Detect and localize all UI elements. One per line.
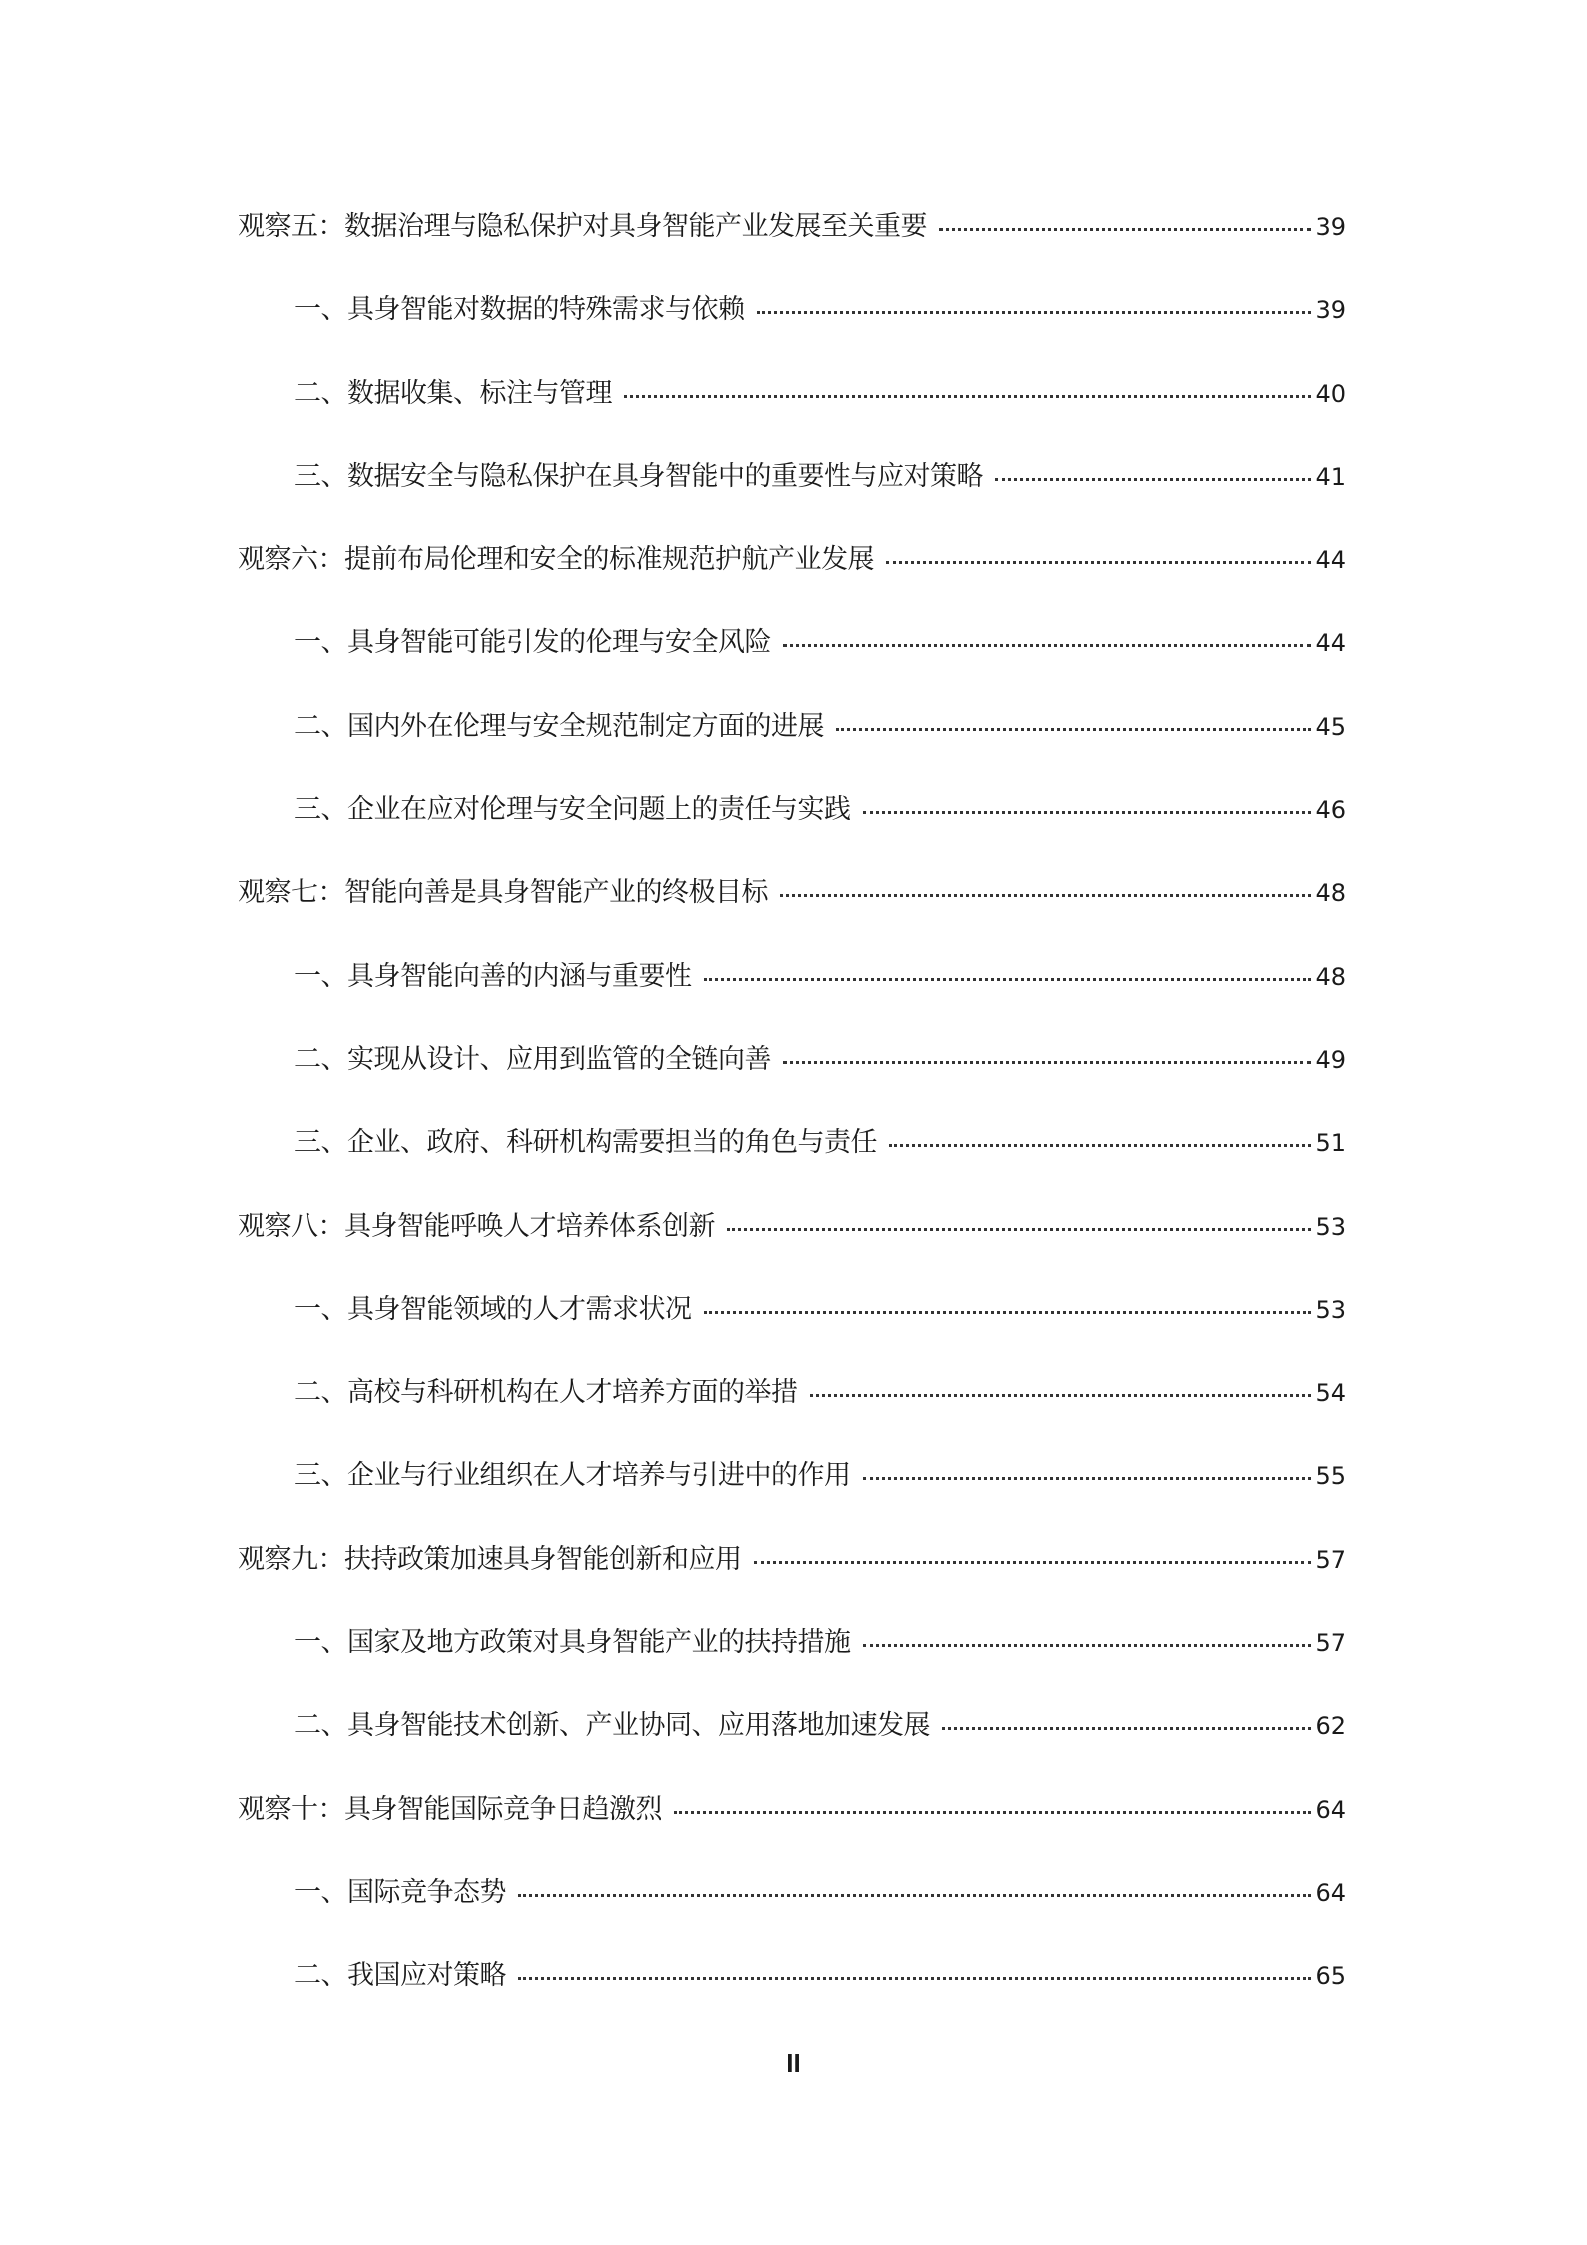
toc-entry[interactable]: [238, 1376, 1346, 1459]
toc-entry[interactable]: [238, 1876, 1346, 1959]
toc-entry-page: 57: [1315, 1629, 1346, 1658]
dot-leader: [704, 978, 1312, 981]
toc-entry-observation-10[interactable]: [238, 1793, 1346, 1876]
toc-entry[interactable]: [238, 1709, 1346, 1792]
toc-entry-page: 48: [1315, 962, 1346, 991]
toc-entry-page: 39: [1315, 213, 1346, 241]
toc-entry-label: 观察七：智能向善是具身智能产业的终极目标: [238, 877, 768, 909]
toc-entry-page: 65: [1315, 1962, 1346, 1991]
toc-entry-label: 三、数据安全与隐私保护在具身智能中的重要性与应对策略: [294, 460, 983, 492]
toc-entry-observation-9[interactable]: [238, 1543, 1346, 1626]
dot-leader: [727, 1228, 1311, 1231]
toc-entry[interactable]: [238, 460, 1346, 543]
toc-entry-page: 55: [1315, 1462, 1346, 1491]
toc-entry-label: 三、企业与行业组织在人才培养与引进中的作用: [294, 1460, 851, 1492]
toc-entry[interactable]: [238, 1459, 1346, 1542]
toc-entry[interactable]: [238, 1126, 1346, 1209]
dot-leader: [863, 811, 1312, 814]
dot-leader: [624, 395, 1311, 398]
toc-entry-label: 三、企业、政府、科研机构需要担当的角色与责任: [294, 1127, 877, 1159]
toc-entry-page: 64: [1315, 1878, 1346, 1907]
toc-entry-page: 48: [1315, 879, 1346, 908]
dot-leader: [783, 1061, 1311, 1064]
dot-leader: [889, 1144, 1311, 1147]
toc-entry-label: 一、国家及地方政策对具身智能产业的扶持措施: [294, 1627, 851, 1659]
dot-leader: [995, 478, 1311, 481]
toc-entry-page: 41: [1315, 462, 1346, 491]
dot-leader: [518, 1977, 1311, 1980]
toc-entry-page: 64: [1315, 1795, 1346, 1824]
toc-entry[interactable]: [238, 793, 1346, 876]
toc-entry-observation-8[interactable]: [238, 1210, 1346, 1293]
toc-entry-label: 一、具身智能领域的人才需求状况: [294, 1293, 692, 1325]
dot-leader: [836, 728, 1311, 731]
toc-entry-page: 45: [1315, 712, 1346, 741]
toc-entry-label: 二、国内外在伦理与安全规范制定方面的进展: [294, 710, 824, 742]
dot-leader: [886, 561, 1311, 564]
toc-entry[interactable]: [238, 960, 1346, 1043]
toc-entry-label: 观察六：提前布局伦理和安全的标准规范护航产业发展: [238, 544, 874, 576]
dot-leader: [674, 1811, 1311, 1814]
toc-entry-page: 44: [1315, 629, 1346, 658]
toc-entry-observation-7[interactable]: [238, 876, 1346, 959]
toc-entry-label: 一、具身智能向善的内涵与重要性: [294, 960, 692, 992]
toc-entry-label: 二、高校与科研机构在人才培养方面的举措: [294, 1377, 798, 1409]
toc-entry[interactable]: [238, 1959, 1346, 2042]
toc-entry-label: 二、实现从设计、应用到监管的全链向善: [294, 1043, 771, 1075]
toc-entry[interactable]: [238, 377, 1346, 460]
toc-entry-label: 观察十：具身智能国际竞争日趋激烈: [238, 1793, 662, 1825]
dot-leader: [783, 644, 1311, 647]
toc-entry-page: 46: [1315, 796, 1346, 825]
toc-entry-page: 53: [1315, 1295, 1346, 1324]
toc-entry-page: 53: [1315, 1212, 1346, 1241]
toc-entry-label: 二、具身智能技术创新、产业协同、应用落地加速发展: [294, 1710, 930, 1742]
toc-entry-label: 一、具身智能可能引发的伦理与安全风险: [294, 627, 771, 659]
toc-entry-observation-6[interactable]: [238, 543, 1346, 626]
toc-entry[interactable]: [238, 1043, 1346, 1126]
toc-entry-label: 一、具身智能对数据的特殊需求与依赖: [294, 294, 745, 326]
toc-entry-page: 44: [1315, 546, 1346, 575]
dot-leader: [704, 1311, 1312, 1314]
dot-leader: [757, 311, 1312, 314]
dot-leader: [863, 1644, 1312, 1647]
toc-entry-observation-5[interactable]: [238, 210, 1346, 293]
dot-leader: [942, 1727, 1311, 1730]
toc-entry-label: 二、我国应对策略: [294, 1960, 506, 1992]
toc-entry-label: 一、国际竞争态势: [294, 1876, 506, 1908]
toc-entry-page: 51: [1315, 1129, 1346, 1158]
toc-entry-page: 54: [1315, 1379, 1346, 1408]
toc-entry-label: 观察五：数据治理与隐私保护对具身智能产业发展至关重要: [238, 211, 927, 242]
toc-entry[interactable]: [238, 626, 1346, 709]
dot-leader: [780, 894, 1311, 897]
dot-leader: [754, 1561, 1312, 1564]
toc-entry[interactable]: [238, 710, 1346, 793]
toc-entry-label: 观察九：扶持政策加速具身智能创新和应用: [238, 1543, 742, 1575]
toc-entry[interactable]: [238, 293, 1346, 376]
toc-entry[interactable]: [238, 1293, 1346, 1376]
toc-entry-label: 观察八：具身智能呼唤人才培养体系创新: [238, 1210, 715, 1242]
toc-entry-page: 57: [1315, 1545, 1346, 1574]
dot-leader: [863, 1477, 1312, 1480]
table-of-contents: [238, 210, 1346, 2043]
toc-entry-label: 三、企业在应对伦理与安全问题上的责任与实践: [294, 794, 851, 826]
toc-entry[interactable]: [238, 1626, 1346, 1709]
toc-entry-label: 二、数据收集、标注与管理: [294, 377, 612, 409]
dot-leader: [810, 1394, 1312, 1397]
toc-entry-page: 49: [1315, 1045, 1346, 1074]
page-number: II: [786, 2048, 801, 2078]
toc-entry-page: 40: [1315, 379, 1346, 408]
dot-leader: [518, 1894, 1311, 1897]
toc-entry-page: 39: [1315, 296, 1346, 325]
dot-leader: [939, 228, 1311, 231]
toc-entry-page: 62: [1315, 1712, 1346, 1741]
